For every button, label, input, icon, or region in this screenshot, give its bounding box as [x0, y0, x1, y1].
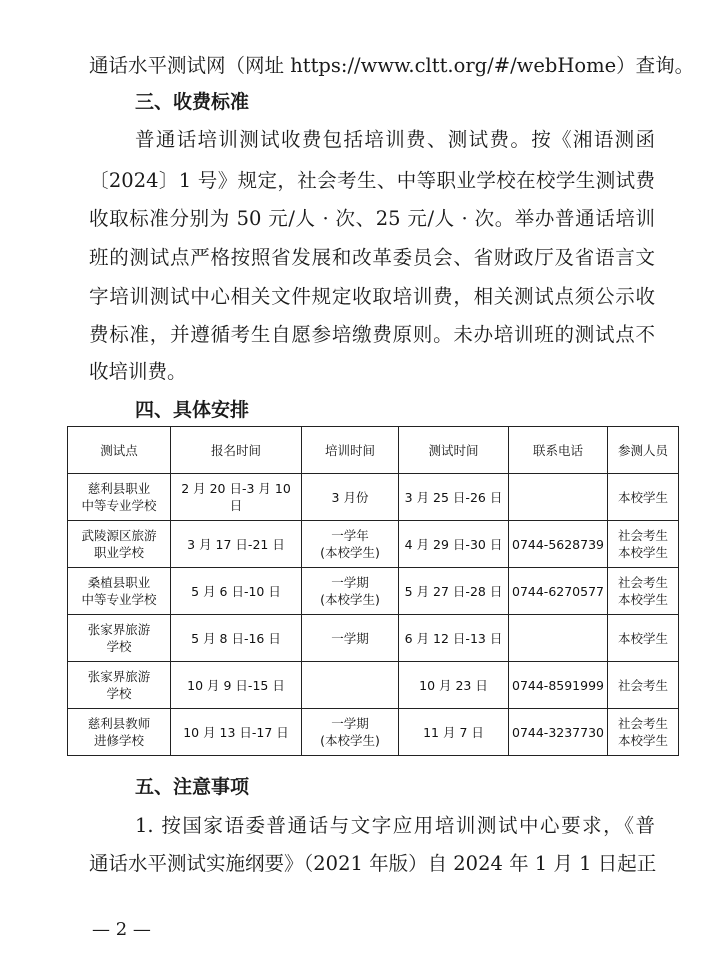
test-date-cell: 5 月 27 日-28 日: [399, 568, 509, 615]
section-3-heading: 三、收费标准: [135, 91, 250, 113]
schedule-table: [67, 426, 679, 756]
phone-cell: 0744-6270577: [509, 568, 608, 615]
paragraph-line: 字培训测试中心相关文件规定收取培训费，相关测试点须公示收: [89, 285, 655, 308]
registration-cell: 10 月 9 日-15 日: [171, 662, 302, 709]
section-5-heading: 五、注意事项: [135, 776, 250, 798]
test-date-cell: 10 月 23 日: [399, 662, 509, 709]
training-cell: 一学期 (本校学生): [302, 568, 399, 615]
phone-cell: 0744-3237730: [509, 709, 608, 756]
paragraph-line: 收培训费。: [89, 360, 187, 383]
page-number: — 2 —: [92, 919, 151, 940]
participants-cell: 社会考生 本校学生: [608, 568, 679, 615]
table-row: [68, 709, 679, 756]
participants-cell: 社会考生 本校学生: [608, 521, 679, 568]
column-header: 培训时间: [302, 427, 399, 474]
column-header: 报名时间: [171, 427, 302, 474]
paragraph-line: 费标准，并遵循考生自愿参培缴费原则。未办培训班的测试点不: [89, 323, 655, 346]
registration-cell: 3 月 17 日-21 日: [171, 521, 302, 568]
column-header: 测试点: [68, 427, 171, 474]
site-cell: 武陵源区旅游 职业学校: [68, 521, 171, 568]
site-cell: 慈利县教师 进修学校: [68, 709, 171, 756]
paragraph-line: 〔2024〕1 号》规定，社会考生、中等职业学校在校学生测试费: [89, 169, 655, 192]
table-header-row: [68, 427, 679, 474]
phone-cell: 0744-5628739: [509, 521, 608, 568]
table-row: [68, 474, 679, 521]
training-cell: 3 月份: [302, 474, 399, 521]
participants-cell: 本校学生: [608, 474, 679, 521]
phone-cell: 0744-8591999: [509, 662, 608, 709]
participants-cell: 社会考生 本校学生: [608, 709, 679, 756]
registration-cell: 5 月 8 日-16 日: [171, 615, 302, 662]
site-cell: 张家界旅游 学校: [68, 615, 171, 662]
training-cell: 一学年 (本校学生): [302, 521, 399, 568]
training-cell: 一学期: [302, 615, 399, 662]
paragraph-line: 普通话培训测试收费包括培训费、测试费。按《湘语测函: [135, 128, 655, 151]
site-cell: 张家界旅游 学校: [68, 662, 171, 709]
table-row: [68, 568, 679, 615]
column-header: 联系电话: [509, 427, 608, 474]
registration-cell: 2 月 20 日-3 月 10 日: [171, 474, 302, 521]
paragraph-line: 收取标准分别为 50 元/人 · 次、25 元/人 · 次。举办普通话培训: [89, 207, 655, 230]
participants-cell: 社会考生: [608, 662, 679, 709]
registration-cell: 10 月 13 日-17 日: [171, 709, 302, 756]
column-header: 参测人员: [608, 427, 679, 474]
training-cell: 一学期 (本校学生): [302, 709, 399, 756]
test-date-cell: 4 月 29 日-30 日: [399, 521, 509, 568]
training-cell: [302, 662, 399, 709]
table-row: [68, 615, 679, 662]
column-header: 测试时间: [399, 427, 509, 474]
paragraph-line: 1. 按国家语委普通话与文字应用培训测试中心要求，《普: [135, 814, 655, 837]
participants-cell: 本校学生: [608, 615, 679, 662]
test-date-cell: 6 月 12 日-13 日: [399, 615, 509, 662]
paragraph-line: 班的测试点严格按照省发展和改革委员会、省财政厅及省语言文: [89, 246, 655, 269]
test-date-cell: 3 月 25 日-26 日: [399, 474, 509, 521]
paragraph-line: 通话水平测试实施纲要》（2021 年版）自 2024 年 1 月 1 日起正: [89, 852, 657, 875]
registration-cell: 5 月 6 日-10 日: [171, 568, 302, 615]
intro-line: 通话水平测试网（网址 https://www.cltt.org/#/webHome）查询。: [89, 54, 695, 77]
table-row: [68, 662, 679, 709]
site-cell: 慈利县职业 中等专业学校: [68, 474, 171, 521]
site-cell: 桑植县职业 中等专业学校: [68, 568, 171, 615]
section-4-heading: 四、具体安排: [135, 399, 250, 421]
test-date-cell: 11 月 7 日: [399, 709, 509, 756]
table-row: [68, 521, 679, 568]
phone-cell: [509, 615, 608, 662]
phone-cell: [509, 474, 608, 521]
